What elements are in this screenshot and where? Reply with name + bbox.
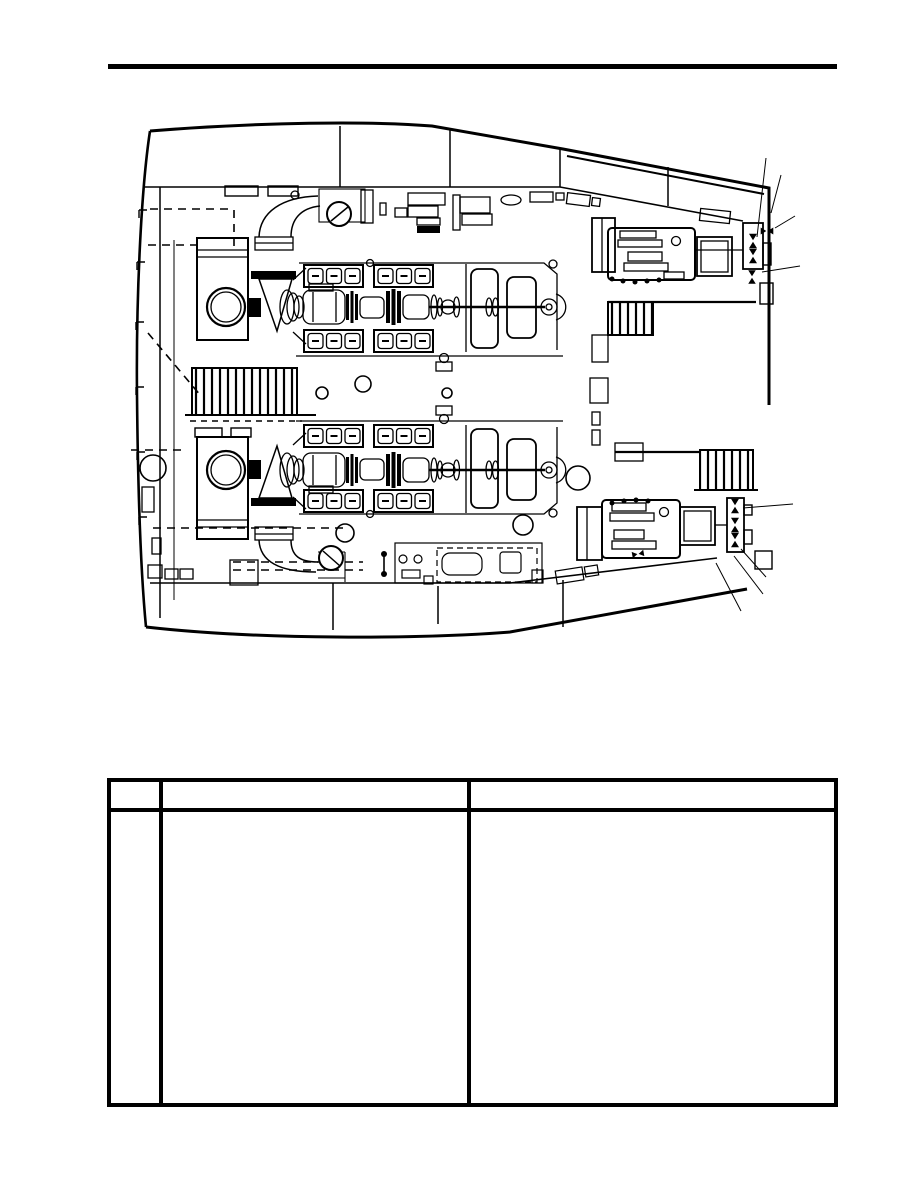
legend-body-cell-3 [471, 812, 834, 1103]
legend-body-cell-1 [111, 812, 163, 1103]
legend-table [107, 778, 838, 1107]
legend-header-cell-3 [471, 782, 834, 812]
upper-main-engine [197, 237, 566, 371]
bottom-control-console [381, 543, 599, 584]
legend-body-cell-2 [163, 812, 471, 1103]
lower-generator-set [577, 498, 727, 561]
intake-elbow-lower [259, 540, 345, 582]
lower-main-engine [197, 406, 566, 540]
upper-valve-manifold [743, 158, 800, 304]
legend-header-cell-1 [111, 782, 163, 812]
upper-generator-set [592, 208, 743, 284]
legend-header-cell-2 [163, 782, 471, 812]
